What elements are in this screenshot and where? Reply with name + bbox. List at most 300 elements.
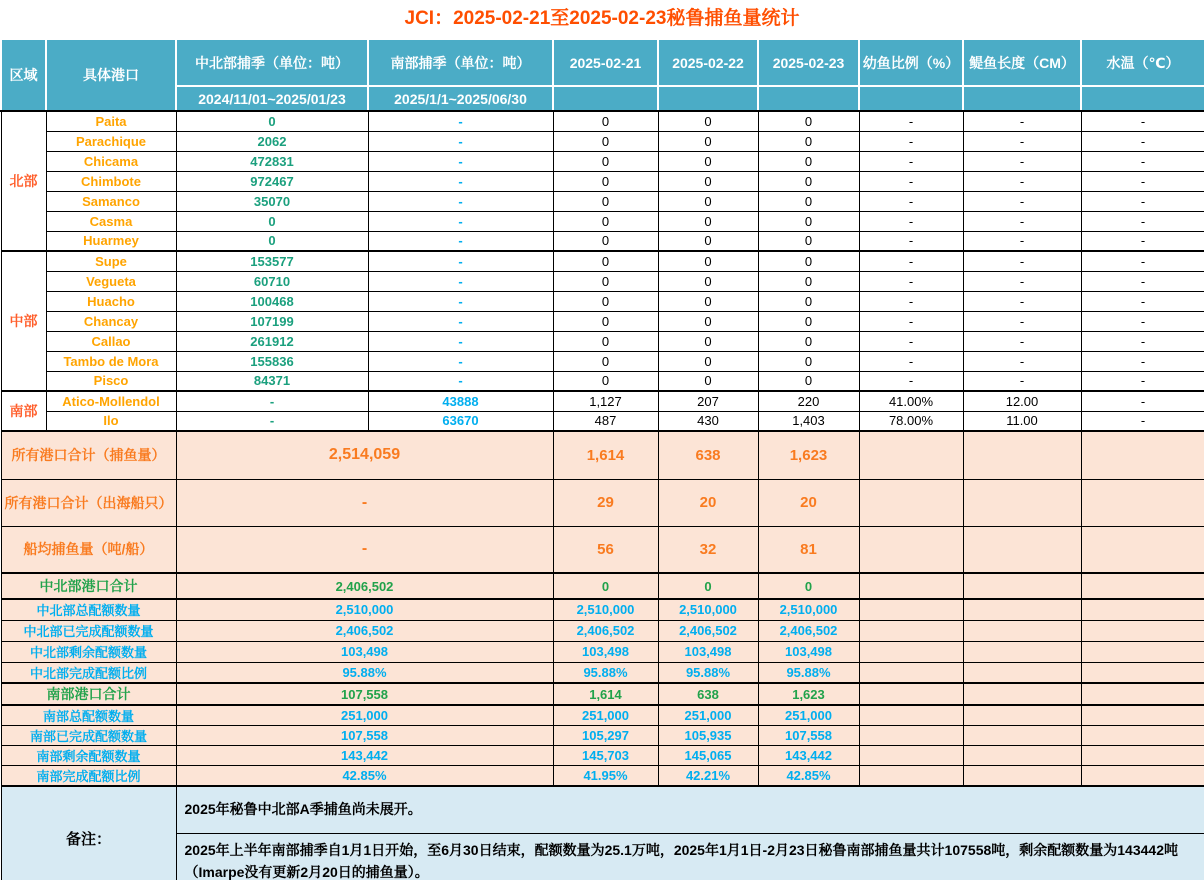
quota-d1: 251,000 [553,705,658,726]
empty-cell [859,766,963,787]
catch-d2: 0 [658,271,758,291]
table-row [1,271,1204,291]
south-season-value: - [368,131,553,151]
north-season-value: 0 [176,231,368,251]
quota-row-south-quota [1,705,1204,726]
catch-d2: 0 [658,231,758,251]
summary-total: - [176,526,553,573]
anchovy-length-value: - [963,291,1081,311]
port-name: Paita [46,111,176,131]
quota-d3: 2,406,502 [758,620,859,641]
water-temp-value: - [1081,111,1204,131]
empty-cell [1081,683,1204,705]
header-south-season: 南部捕季（单位：吨） [368,39,553,86]
summary-row-total-catch [1,431,1204,479]
juvenile-ratio-value: - [859,271,963,291]
port-name: Samanco [46,191,176,211]
table-row [1,411,1204,431]
quota-row-north-total [1,573,1204,599]
south-season-value: - [368,291,553,311]
empty-cell [1081,766,1204,787]
quota-row-north-quota [1,599,1204,620]
table-row [1,151,1204,171]
catch-d1: 0 [553,251,658,271]
quota-total: 2,406,502 [176,620,553,641]
south-season-value: 43888 [368,391,553,411]
catch-d1: 0 [553,191,658,211]
quota-row-south-completed [1,726,1204,746]
quota-d2: 2,406,502 [658,620,758,641]
water-temp-value: - [1081,151,1204,171]
catch-d1: 0 [553,131,658,151]
catch-d1: 0 [553,231,658,251]
juvenile-ratio-value: - [859,151,963,171]
anchovy-length-value: 12.00 [963,391,1081,411]
quota-d1: 95.88% [553,662,658,683]
quota-d1: 103,498 [553,641,658,662]
quota-total: 103,498 [176,641,553,662]
quota-d3: 251,000 [758,705,859,726]
catch-d2: 0 [658,191,758,211]
empty-cell [859,479,963,526]
north-season-value: 107199 [176,311,368,331]
quota-total: 251,000 [176,705,553,726]
water-temp-value: - [1081,391,1204,411]
water-temp-value: - [1081,231,1204,251]
juvenile-ratio-value: - [859,231,963,251]
catch-d1: 0 [553,351,658,371]
south-season-value: - [368,311,553,331]
port-name: Chancay [46,311,176,331]
table-row [1,191,1204,211]
summary-row-catch-per-vessel [1,526,1204,573]
catch-d3: 0 [758,371,859,391]
summary-d3: 81 [758,526,859,573]
summary-d2: 20 [658,479,758,526]
header-water-temp: 水温（℃） [1081,39,1204,86]
quota-label: 中北部总配额数量 [1,599,176,620]
notes-label: 备注： [1,786,176,880]
quota-row-north-completed [1,620,1204,641]
north-season-value: 35070 [176,191,368,211]
table-row [1,371,1204,391]
empty-cell [963,431,1081,479]
header-juvenile-ratio: 幼鱼比例（%） [859,39,963,86]
table-row [1,351,1204,371]
header-port: 具体港口 [46,39,176,111]
water-temp-value: - [1081,331,1204,351]
catch-d1: 0 [553,291,658,311]
south-season-value: 63670 [368,411,553,431]
catch-d2: 0 [658,111,758,131]
north-season-value: 60710 [176,271,368,291]
note-line-1: 2025年秘鲁中北部A季捕鱼尚未展开。 [176,786,1204,833]
header-empty-cell [1081,86,1204,111]
notes-row-2 [1,833,1204,880]
empty-cell [1081,526,1204,573]
juvenile-ratio-value: - [859,351,963,371]
quota-total: 2,406,502 [176,573,553,599]
quota-label: 南部已完成配额数量 [1,726,176,746]
quota-d3: 103,498 [758,641,859,662]
water-temp-value: - [1081,311,1204,331]
port-name: Huarmey [46,231,176,251]
empty-cell [859,683,963,705]
catch-d3: 220 [758,391,859,411]
header-south-season-dates: 2025/1/1~2025/06/30 [368,86,553,111]
region-label-north: 北部 [1,111,46,251]
empty-cell [1081,573,1204,599]
page-title: JCI：2025-02-21至2025-02-23秘鲁捕鱼量统计 [404,8,800,29]
anchovy-length-value: - [963,151,1081,171]
quota-d1: 0 [553,573,658,599]
juvenile-ratio-value: - [859,371,963,391]
catch-d2: 0 [658,331,758,351]
header-empty-cell [658,86,758,111]
quota-d3: 1,623 [758,683,859,705]
quota-total: 95.88% [176,662,553,683]
catch-d3: 0 [758,351,859,371]
quota-row-north-percent [1,662,1204,683]
quota-label: 中北部剩余配额数量 [1,641,176,662]
empty-cell [963,641,1081,662]
empty-cell [963,766,1081,787]
water-temp-value: - [1081,351,1204,371]
quota-d2: 2,510,000 [658,599,758,620]
quota-d2: 638 [658,683,758,705]
water-temp-value: - [1081,251,1204,271]
juvenile-ratio-value: - [859,251,963,271]
quota-label: 南部港口合计 [1,683,176,705]
table-row [1,291,1204,311]
port-name: Pisco [46,371,176,391]
south-season-value: - [368,151,553,171]
catch-d3: 0 [758,291,859,311]
north-season-value: 84371 [176,371,368,391]
port-name: Parachique [46,131,176,151]
empty-cell [963,526,1081,573]
quota-d1: 41.95% [553,766,658,787]
header-anchovy-length: 鳀鱼长度（CM） [963,39,1081,86]
header-north-season-dates: 2024/11/01~2025/01/23 [176,86,368,111]
catch-d2: 207 [658,391,758,411]
empty-cell [859,431,963,479]
juvenile-ratio-value: - [859,191,963,211]
header-north-season: 中北部捕季（单位：吨） [176,39,368,86]
port-name: Supe [46,251,176,271]
anchovy-length-value: - [963,231,1081,251]
anchovy-length-value: - [963,371,1081,391]
quota-total: 42.85% [176,766,553,787]
table-row [1,111,1204,131]
anchovy-length-value: - [963,111,1081,131]
south-season-value: - [368,191,553,211]
summary-total: 2,514,059 [176,431,553,479]
catch-d3: 0 [758,111,859,131]
south-season-value: - [368,251,553,271]
report-table [0,38,1204,880]
quota-d2: 103,498 [658,641,758,662]
catch-d3: 0 [758,331,859,351]
juvenile-ratio-value: - [859,291,963,311]
empty-cell [859,526,963,573]
juvenile-ratio-value: 41.00% [859,391,963,411]
south-season-value: - [368,271,553,291]
catch-d2: 0 [658,291,758,311]
summary-d2: 638 [658,431,758,479]
empty-cell [963,573,1081,599]
quota-d3: 107,558 [758,726,859,746]
summary-label: 所有港口合计（出海船只） [1,479,176,526]
quota-d2: 145,065 [658,746,758,766]
anchovy-length-value: - [963,351,1081,371]
water-temp-value: - [1081,171,1204,191]
summary-d3: 1,623 [758,431,859,479]
quota-d2: 42.21% [658,766,758,787]
south-season-value: - [368,171,553,191]
empty-cell [859,620,963,641]
anchovy-length-value: - [963,311,1081,331]
header-empty-cell [758,86,859,111]
catch-d3: 1,403 [758,411,859,431]
catch-d1: 487 [553,411,658,431]
catch-d1: 0 [553,151,658,171]
port-name: Ilo [46,411,176,431]
quota-total: 2,510,000 [176,599,553,620]
summary-total: - [176,479,553,526]
header-date-2: 2025-02-22 [658,39,758,86]
empty-cell [963,726,1081,746]
port-name: Chicama [46,151,176,171]
north-season-value: 972467 [176,171,368,191]
catch-d2: 0 [658,171,758,191]
summary-d2: 32 [658,526,758,573]
table-row [1,211,1204,231]
juvenile-ratio-value: - [859,131,963,151]
empty-cell [1081,641,1204,662]
water-temp-value: - [1081,211,1204,231]
quota-d3: 95.88% [758,662,859,683]
water-temp-value: - [1081,271,1204,291]
catch-d3: 0 [758,151,859,171]
catch-d3: 0 [758,271,859,291]
summary-d3: 20 [758,479,859,526]
quota-row-south-percent [1,766,1204,787]
header-empty-cell [859,86,963,111]
quota-d2: 95.88% [658,662,758,683]
water-temp-value: - [1081,191,1204,211]
summary-d1: 1,614 [553,431,658,479]
empty-cell [1081,431,1204,479]
juvenile-ratio-value: - [859,331,963,351]
north-season-value: 261912 [176,331,368,351]
quota-d1: 105,297 [553,726,658,746]
catch-d1: 0 [553,111,658,131]
catch-d2: 0 [658,211,758,231]
header-empty-cell [963,86,1081,111]
catch-d3: 0 [758,211,859,231]
anchovy-length-value: 11.00 [963,411,1081,431]
catch-d2: 0 [658,371,758,391]
port-name: Tambo de Mora [46,351,176,371]
empty-cell [963,479,1081,526]
anchovy-length-value: - [963,251,1081,271]
table-row [1,331,1204,351]
port-name: Huacho [46,291,176,311]
catch-d1: 0 [553,331,658,351]
water-temp-value: - [1081,131,1204,151]
quota-d3: 0 [758,573,859,599]
summary-row-vessels [1,479,1204,526]
quota-row-south-remaining [1,746,1204,766]
south-season-value: - [368,111,553,131]
table-row [1,311,1204,331]
region-label-central: 中部 [1,251,46,391]
empty-cell [1081,705,1204,726]
quota-d2: 0 [658,573,758,599]
quota-d1: 145,703 [553,746,658,766]
catch-d2: 0 [658,151,758,171]
empty-cell [859,573,963,599]
quota-label: 南部完成配额比例 [1,766,176,787]
header-date-3: 2025-02-23 [758,39,859,86]
north-season-value: 2062 [176,131,368,151]
catch-d3: 0 [758,231,859,251]
quota-d1: 2,510,000 [553,599,658,620]
catch-d3: 0 [758,171,859,191]
north-season-value: 0 [176,111,368,131]
water-temp-value: - [1081,371,1204,391]
water-temp-value: - [1081,291,1204,311]
north-season-value: 155836 [176,351,368,371]
catch-d2: 0 [658,351,758,371]
water-temp-value: - [1081,411,1204,431]
anchovy-length-value: - [963,191,1081,211]
port-name: Vegueta [46,271,176,291]
summary-label: 船均捕鱼量（吨/船） [1,526,176,573]
quota-total: 143,442 [176,746,553,766]
empty-cell [963,705,1081,726]
catch-d1: 0 [553,271,658,291]
catch-d1: 0 [553,371,658,391]
table-row [1,251,1204,271]
empty-cell [859,599,963,620]
table-row [1,391,1204,411]
juvenile-ratio-value: - [859,171,963,191]
port-name: Casma [46,211,176,231]
empty-cell [859,641,963,662]
anchovy-length-value: - [963,131,1081,151]
anchovy-length-value: - [963,271,1081,291]
quota-label: 中北部完成配额比例 [1,662,176,683]
table-row [1,231,1204,251]
anchovy-length-value: - [963,211,1081,231]
quota-d1: 1,614 [553,683,658,705]
empty-cell [1081,599,1204,620]
quota-label: 南部总配额数量 [1,705,176,726]
quota-d3: 2,510,000 [758,599,859,620]
catch-d1: 0 [553,211,658,231]
notes-row-1 [1,786,1204,833]
anchovy-length-value: - [963,171,1081,191]
quota-row-south-total [1,683,1204,705]
empty-cell [859,705,963,726]
header-region: 区域 [1,39,46,111]
header-date-1: 2025-02-21 [553,39,658,86]
south-season-value: - [368,371,553,391]
north-season-value: - [176,411,368,431]
quota-total: 107,558 [176,683,553,705]
catch-d3: 0 [758,131,859,151]
port-name: Chimbote [46,171,176,191]
empty-cell [859,726,963,746]
quota-total: 107,558 [176,726,553,746]
quota-row-north-remaining [1,641,1204,662]
north-season-value: 472831 [176,151,368,171]
summary-d1: 29 [553,479,658,526]
catch-d1: 0 [553,171,658,191]
empty-cell [859,662,963,683]
quota-d2: 105,935 [658,726,758,746]
note-line-2: 2025年上半年南部捕季自1月1日开始，至6月30日结束，配额数量为25.1万吨，2025年1月1日-2月23日秘鲁南部捕鱼量共计107558吨，剩余配额数量为143442吨（Imarpe没有更新2月20日的捕鱼量）。 [176,833,1204,880]
south-season-value: - [368,211,553,231]
quota-d2: 251,000 [658,705,758,726]
north-season-value: 0 [176,211,368,231]
north-season-value: - [176,391,368,411]
port-name: Callao [46,331,176,351]
empty-cell [1081,746,1204,766]
summary-d1: 56 [553,526,658,573]
north-season-value: 153577 [176,251,368,271]
empty-cell [963,620,1081,641]
catch-d3: 0 [758,311,859,331]
table-row [1,171,1204,191]
catch-d2: 0 [658,131,758,151]
catch-d3: 0 [758,251,859,271]
region-label-south: 南部 [1,391,46,431]
empty-cell [963,662,1081,683]
quota-d3: 42.85% [758,766,859,787]
catch-d1: 0 [553,311,658,331]
empty-cell [963,599,1081,620]
summary-label: 所有港口合计（捕鱼量） [1,431,176,479]
south-season-value: - [368,331,553,351]
empty-cell [963,746,1081,766]
catch-d2: 430 [658,411,758,431]
empty-cell [1081,726,1204,746]
quota-label: 南部剩余配额数量 [1,746,176,766]
header-empty-cell [553,86,658,111]
quota-label: 中北部港口合计 [1,573,176,599]
anchovy-length-value: - [963,331,1081,351]
empty-cell [859,746,963,766]
catch-d3: 0 [758,191,859,211]
empty-cell [1081,662,1204,683]
juvenile-ratio-value: 78.00% [859,411,963,431]
south-season-value: - [368,231,553,251]
south-season-value: - [368,351,553,371]
juvenile-ratio-value: - [859,111,963,131]
quota-d3: 143,442 [758,746,859,766]
catch-d1: 1,127 [553,391,658,411]
empty-cell [963,683,1081,705]
empty-cell [1081,479,1204,526]
quota-label: 中北部已完成配额数量 [1,620,176,641]
juvenile-ratio-value: - [859,211,963,231]
empty-cell [1081,620,1204,641]
quota-d1: 2,406,502 [553,620,658,641]
north-season-value: 100468 [176,291,368,311]
